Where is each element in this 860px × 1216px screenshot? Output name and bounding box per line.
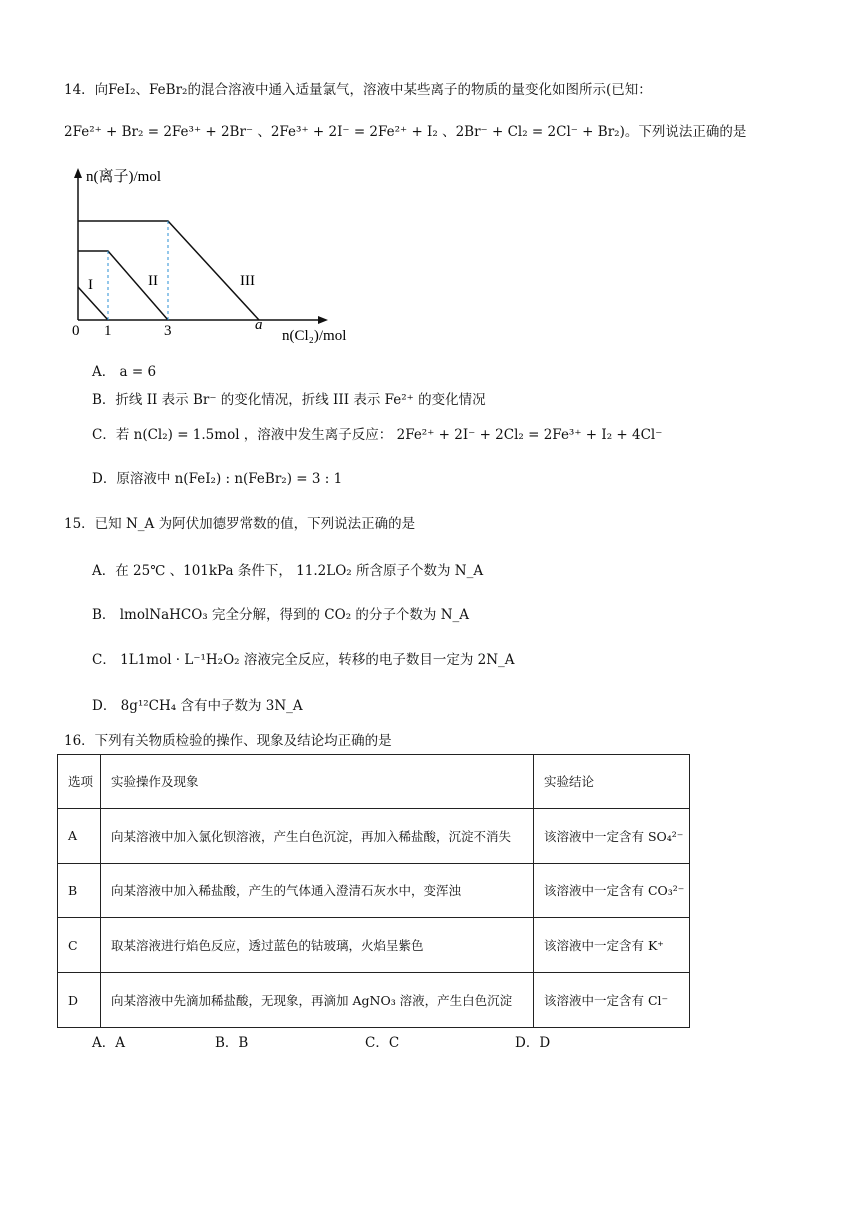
x-axis-arrow xyxy=(318,316,328,324)
x-tick-a: a xyxy=(255,317,263,333)
row-procedure: 向某溶液中加入氯化钡溶液，产生白色沉淀，再加入稀盐酸，沉淀不消失 xyxy=(101,808,534,863)
q16-stem: 16．下列有关物质检验的操作、现象及结论均正确的是 xyxy=(64,733,392,749)
header-option: 选项 xyxy=(58,755,101,809)
q14-equations: 2Fe²⁺ + Br₂ = 2Fe³⁺ + 2Br⁻ 、2Fe³⁺ + 2I⁻ = 2Fe²⁺ + I₂ 、2Br⁻ + Cl₂ = 2Cl⁻ + Br₂)。下列说法正确的是 xyxy=(64,124,747,140)
table-header-row xyxy=(58,755,690,809)
q16-answer-a: A．A xyxy=(92,1035,125,1051)
table-row xyxy=(58,863,690,918)
q14-stem: 14．向FeI₂、FeBr₂的混合溶液中通入适量氯气，溶液中某些离子的物质的量变化如图所示(已知： xyxy=(64,82,652,98)
row-conclusion: 该溶液中一定含有 Cl⁻ xyxy=(534,973,690,1028)
row-label: A xyxy=(58,808,101,863)
q14-graph xyxy=(60,165,370,350)
x-axis-label: n(Cl₂)/mol xyxy=(282,328,347,344)
row-procedure: 向某溶液中加入稀盐酸，产生的气体通入澄清石灰水中，变浑浊 xyxy=(101,863,534,918)
q16-table xyxy=(57,754,690,1028)
row-procedure: 取某溶液进行焰色反应，透过蓝色的钴玻璃，火焰呈紫色 xyxy=(101,918,534,973)
y-axis-label: n(离子)/mol xyxy=(86,169,161,185)
q14-option-d: D．原溶液中 n(FeI₂) : n(FeBr₂) = 3 : 1 xyxy=(92,471,343,487)
line-I xyxy=(78,287,108,320)
line-label-II: II xyxy=(148,273,158,289)
row-label: D xyxy=(58,973,101,1028)
q15-option-c: C． 1L1mol · L⁻¹H₂O₂ 溶液完全反应，转移的电子数目一定为 2N_A xyxy=(92,652,515,668)
q16-answer-d: D．D xyxy=(515,1035,551,1051)
q16-answer-c: C．C xyxy=(365,1035,400,1051)
line-label-I: I xyxy=(88,277,93,293)
row-label: B xyxy=(58,863,101,918)
x-tick-3: 3 xyxy=(164,323,172,339)
q15-stem: 15．已知 N_A 为阿伏加德罗常数的值，下列说法正确的是 xyxy=(64,516,416,532)
x-tick-1: 1 xyxy=(104,323,112,339)
q16-answer-b: B．B xyxy=(215,1035,249,1051)
q15-option-d: D． 8g¹²CH₄ 含有中子数为 3N_A xyxy=(92,698,303,714)
q15-option-a: A．在 25℃ 、101kPa 条件下， 11.2LO₂ 所含原子个数为 N_A xyxy=(92,563,484,579)
q14-option-b: B．折线 II 表示 Br⁻ 的变化情况，折线 III 表示 Fe²⁺ 的变化情况 xyxy=(92,392,486,408)
row-conclusion: 该溶液中一定含有 CO₃²⁻ xyxy=(534,863,690,918)
row-conclusion: 该溶液中一定含有 K⁺ xyxy=(534,918,690,973)
y-axis-arrow xyxy=(74,168,82,178)
row-procedure: 向某溶液中先滴加稀盐酸，无现象，再滴加 AgNO₃ 溶液，产生白色沉淀 xyxy=(101,973,534,1028)
table-row xyxy=(58,918,690,973)
q14-option-c: C．若 n(Cl₂) = 1.5mol ，溶液中发生离子反应： 2Fe²⁺ + 2I⁻ + 2Cl₂ = 2Fe³⁺ + I₂ + 4Cl⁻ xyxy=(92,427,663,443)
header-procedure: 实验操作及现象 xyxy=(101,755,534,809)
table-row xyxy=(58,808,690,863)
header-conclusion: 实验结论 xyxy=(534,755,690,809)
line-label-III: III xyxy=(240,273,255,289)
row-label: C xyxy=(58,918,101,973)
q15-option-b: B． lmolNaHCO₃ 完全分解，得到的 CO₂ 的分子个数为 N_A xyxy=(92,607,470,623)
row-conclusion: 该溶液中一定含有 SO₄²⁻ xyxy=(534,808,690,863)
table-row xyxy=(58,973,690,1028)
origin-label: 0 xyxy=(72,323,80,339)
q14-option-a: A． a = 6 xyxy=(92,364,157,380)
